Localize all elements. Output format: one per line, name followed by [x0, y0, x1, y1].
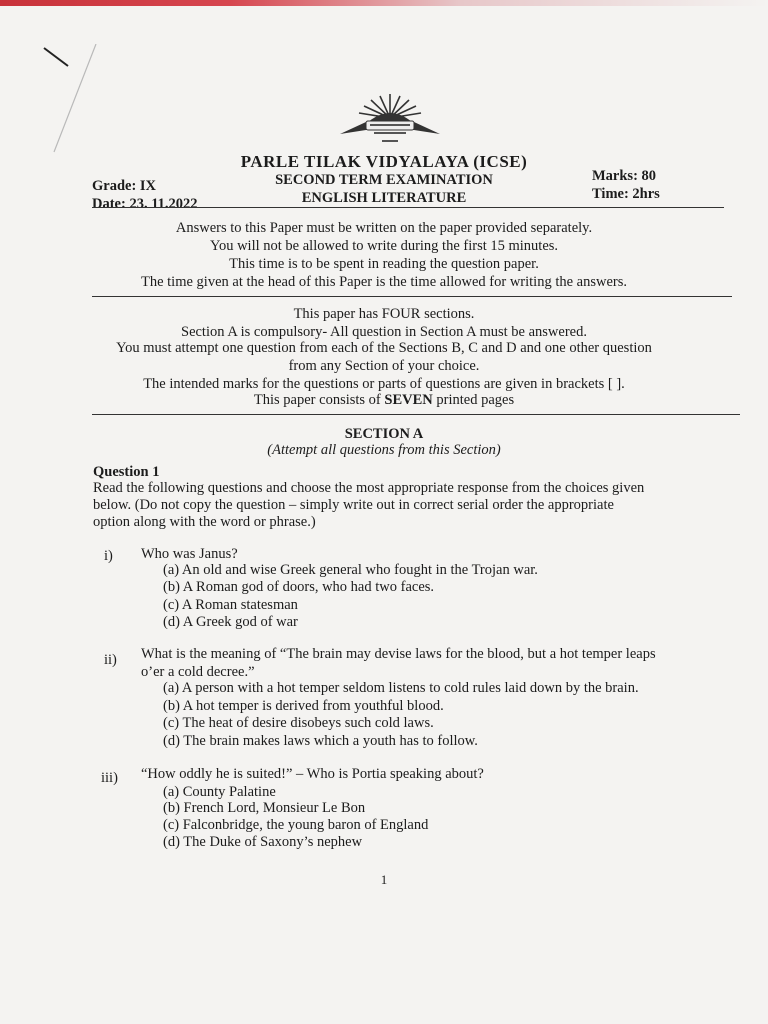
item-option: (b) A hot temper is derived from youthful blood. — [163, 698, 444, 714]
exam-title: SECOND TERM EXAMINATION — [275, 172, 493, 188]
paper-info-line: You must attempt one question from each of the Sections B, C and D and one other question — [116, 340, 652, 356]
item-option: (c) A Roman statesman — [163, 597, 298, 613]
question-intro-line: option along with the word or phrase.) — [93, 514, 316, 530]
time-label: Time: 2hrs — [592, 186, 660, 202]
question-title: Question 1 — [93, 464, 160, 480]
question-intro-line: below. (Do not copy the question – simply write out in correct serial order the appropriate — [93, 497, 614, 513]
marks-label: Marks: 80 — [592, 168, 657, 184]
item-option: (d) The Duke of Saxony’s nephew — [163, 834, 363, 850]
header-divider — [92, 207, 724, 208]
item-option: (a) An old and wise Greek general who fought in the Trojan war. — [163, 562, 538, 578]
item-number: iii) — [101, 770, 118, 786]
section-title: SECTION A — [344, 426, 424, 442]
item-question: “How oddly he is suited!” – Who is Portia speaking about? — [141, 766, 484, 782]
item-option: (c) The heat of desire disobeys such cold laws. — [163, 715, 434, 731]
item-option: (a) County Palatine — [163, 784, 276, 800]
section-subtitle: (Attempt all questions from this Section) — [267, 442, 501, 458]
item-question: o’er a cold decree.” — [141, 664, 255, 680]
paper-info-line: The intended marks for the questions or parts of questions are given in brackets [ ]. — [143, 376, 625, 392]
item-number: i) — [104, 548, 113, 564]
paper-info-divider — [92, 414, 740, 415]
instruction-line: The time given at the head of this Paper is the time allowed for writing the answers. — [140, 274, 628, 290]
pen-mark — [40, 44, 120, 164]
item-option: (b) A Roman god of doors, who had two faces. — [163, 579, 435, 595]
instruction-line: This time is to be spent in reading the question paper. — [229, 256, 539, 272]
paper-info-line: from any Section of your choice. — [288, 358, 480, 374]
question-intro-line: Read the following questions and choose the most appropriate response from the choices given — [93, 480, 645, 496]
item-number: ii) — [104, 652, 117, 668]
subject-title: ENGLISH LITERATURE — [301, 190, 467, 206]
page-number: 1 — [380, 872, 388, 887]
grade-label: Grade: IX — [92, 178, 157, 194]
item-option: (c) Falconbridge, the young baron of England — [163, 817, 429, 833]
school-logo — [330, 92, 450, 152]
item-option: (d) The brain makes laws which a youth has to follow. — [163, 733, 478, 749]
item-option: (b) French Lord, Monsieur Le Bon — [163, 800, 366, 816]
date-label: Date: 23. 11.2022 — [92, 196, 198, 212]
item-option: (a) A person with a hot temper seldom listens to cold rules laid down by the brain. — [163, 680, 639, 696]
page-edge-stripe — [0, 0, 768, 6]
instruction-line: You will not be allowed to write during the first 15 minutes. — [209, 238, 559, 254]
pages-prefix: This paper consists of — [253, 392, 385, 408]
instruction-line: Answers to this Paper must be written on the paper provided separately. — [175, 220, 593, 236]
instructions-divider — [92, 296, 732, 297]
item-question: What is the meaning of “The brain may devise laws for the blood, but a hot temper leaps — [141, 646, 656, 662]
pages-count: SEVEN — [384, 392, 433, 408]
item-option: (d) A Greek god of war — [163, 614, 298, 630]
pages-suffix: printed pages — [432, 392, 515, 408]
pages-info-line — [0, 392, 768, 409]
paper-info-line: Section A is compulsory- All question in Section A must be answered. — [181, 324, 587, 340]
school-name: PARLE TILAK VIDYALAYA (ICSE) — [240, 152, 528, 171]
paper-info-line: This paper has FOUR sections. — [293, 306, 475, 322]
item-question: Who was Janus? — [141, 546, 238, 562]
